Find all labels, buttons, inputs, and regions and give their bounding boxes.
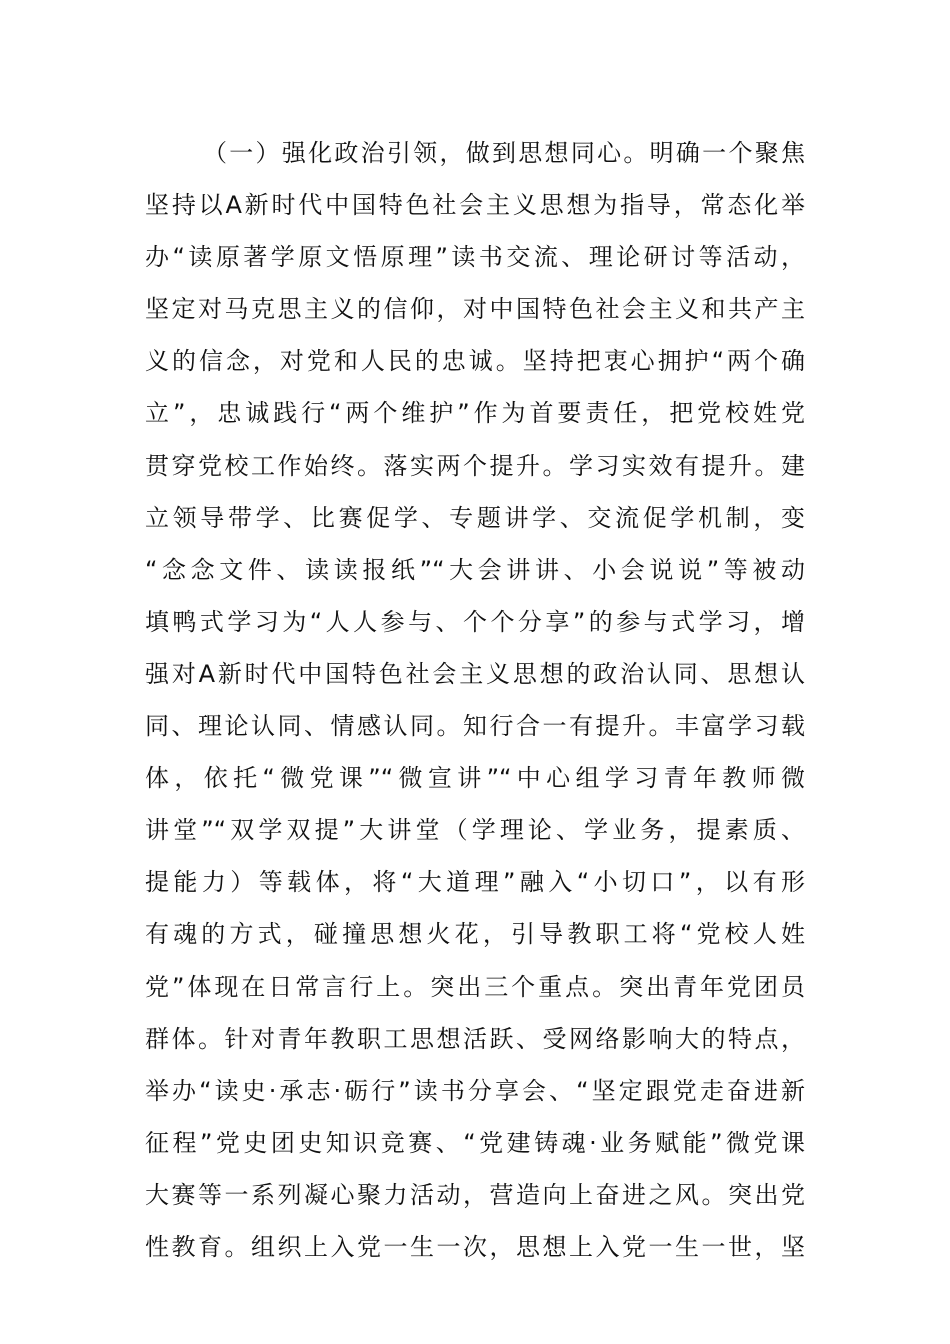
text-line: 性教育。组织上入党一生一次，思想上入党一生一世，坚 — [145, 1232, 805, 1261]
text-line: 立”，忠诚践行“两个维护”作为首要责任，把党校姓党 — [145, 399, 805, 428]
text-line: 有魂的方式，碰撞思想火花，引导教职工将“党校人姓 — [145, 920, 805, 949]
text-line: 立领导带学、比赛促学、专题讲学、交流促学机制，变 — [145, 503, 805, 532]
text-line: 群体。针对青年教职工思想活跃、受网络影响大的特点， — [145, 1024, 805, 1053]
text-line: 贯穿党校工作始终。落实两个提升。学习实效有提升。建 — [145, 451, 805, 480]
text-line: 讲堂”“双学双提”大讲堂（学理论、学业务，提素质、 — [145, 816, 805, 845]
text-line: 党”体现在日常言行上。突出三个重点。突出青年党团员 — [145, 972, 805, 1001]
text-line: 坚定对马克思主义的信仰，对中国特色社会主义和共产主 — [145, 295, 805, 324]
text-line: 体，依托“微党课”“微宣讲”“中心组学习青年教师微 — [145, 764, 805, 793]
text-line: 大赛等一系列凝心聚力活动，营造向上奋进之风。突出党 — [145, 1180, 805, 1209]
text-line: 举办“读史·承志·砺行”读书分享会、“坚定跟党走奋进新 — [145, 1076, 805, 1105]
text-line: 同、理论认同、情感认同。知行合一有提升。丰富学习载 — [145, 712, 805, 741]
text-line: 强对A新时代中国特色社会主义思想的政治认同、思想认 — [145, 659, 805, 688]
text-line: 填鸭式学习为“人人参与、个个分享”的参与式学习，增 — [145, 607, 805, 636]
body-paragraph — [145, 127, 805, 1273]
text-line: 坚持以A新时代中国特色社会主义思想为指导，常态化举 — [145, 191, 805, 220]
text-line: “念念文件、读读报纸”“大会讲讲、小会说说”等被动 — [145, 555, 805, 584]
text-line: 办“读原著学原文悟原理”读书交流、理论研讨等活动， — [145, 243, 805, 272]
text-line: （一）强化政治引领，做到思想同心。明确一个聚焦 — [203, 139, 805, 167]
text-line: 提能力）等载体，将“大道理”融入“小切口”，以有形 — [145, 868, 805, 897]
text-line: 义的信念，对党和人民的忠诚。坚持把衷心拥护“两个确 — [145, 347, 805, 376]
text-line: 征程”党史团史知识竞赛、“党建铸魂·业务赋能”微党课 — [145, 1128, 805, 1157]
